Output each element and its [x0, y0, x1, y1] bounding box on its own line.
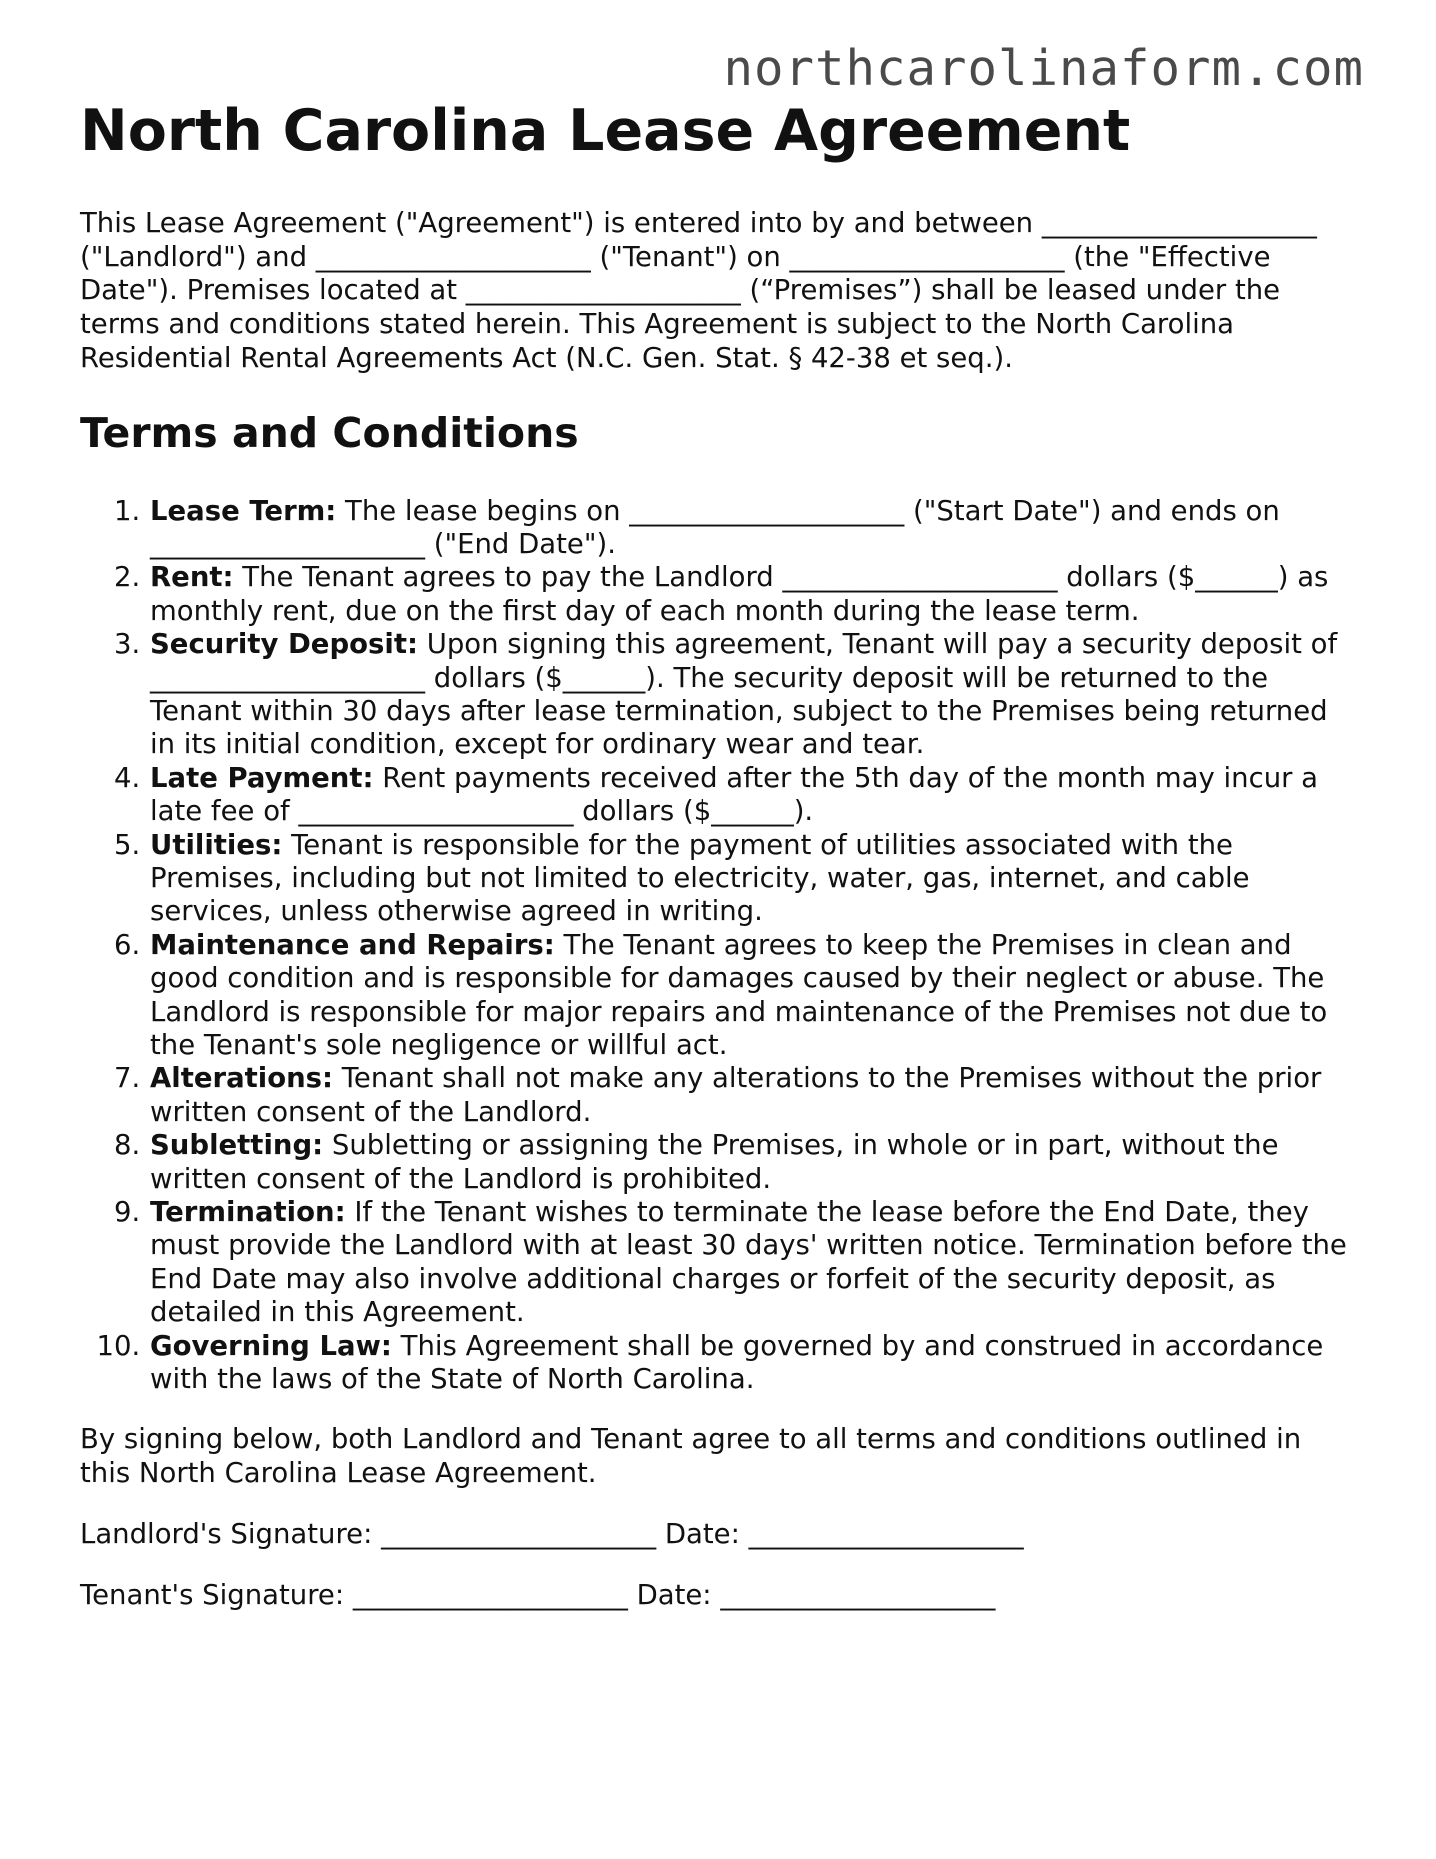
term-alterations: [149, 1062, 1360, 1129]
term-text: Upon signing this agreement, Tenant will pay a security deposit of ____________________ dollars ($______). The security deposit will be returned to the Tenant within 30 days after lease termination, subject to the Premises being returned in its initial condition, except for ordinary wear and tear.: [150, 628, 1338, 761]
term-termination: [149, 1196, 1360, 1330]
term-label: Alterations:: [150, 1062, 334, 1095]
term-text: Tenant is responsible for the payment of utilities associated with the Premises, including but not limited to electricity, water, gas, internet, and cable services, unless otherwise agreed in writing.: [150, 828, 1250, 928]
term-text: Rent payments received after the 5th day of the month may incur a late fee of ____________________ dollars ($______).: [150, 761, 1319, 828]
term-governing-law: [149, 1330, 1360, 1397]
document-title: North Carolina Lease Agreement: [80, 98, 1131, 164]
term-text: If the Tenant wishes to terminate the lease before the End Date, they must provide the Landlord with at least 30 days' written notice. Termination before the End Date may also involve additional charges or forfeit of the security deposit, as detailed in this Agreement.: [150, 1196, 1347, 1329]
landlord-signature-line: Landlord's Signature: ____________________ Date: ____________________: [80, 1517, 1024, 1550]
term-security-deposit: [149, 628, 1360, 762]
term-label: Maintenance and Repairs:: [150, 928, 555, 961]
term-maintenance: [149, 929, 1360, 1063]
tenant-signature-line: Tenant's Signature: ____________________ Date: ____________________: [80, 1579, 996, 1612]
term-utilities: [149, 829, 1360, 929]
term-text: This Agreement shall be governed by and construed in accordance with the laws of the State of North Carolina.: [150, 1329, 1324, 1396]
terms-list: [80, 495, 1360, 1397]
term-label: Lease Term:: [150, 494, 337, 527]
term-label: Termination:: [150, 1196, 346, 1229]
terms-heading: Terms and Conditions: [80, 409, 579, 458]
term-rent: [149, 561, 1360, 628]
site-watermark: northcarolinaform.com: [723, 40, 1364, 97]
term-subletting: [149, 1129, 1360, 1196]
term-text: The lease begins on ____________________ ("Start Date") and ends on ____________________ ("End Date").: [150, 494, 1280, 560]
intro-paragraph: This Lease Agreement ("Agreement") is entered into by and between ____________________ ("Landlord") and ____________________ ("Tenant") on ____________________ (the "Effective Date"). Premises located at ____________________ (“Premises”) shall be leased under the terms and conditions stated herein. This Agreement is subject to the North Carolina Residential Rental Agreements Act (N.C. Gen. Stat. § 42-38 et seq.).: [80, 207, 1317, 374]
term-late-payment: [149, 762, 1360, 829]
term-label: Utilities:: [150, 828, 283, 861]
term-text: The Tenant agrees to pay the Landlord ____________________ dollars ($______) as monthly rent, due on the first day of each month during the lease term.: [150, 561, 1329, 627]
term-label: Subletting:: [150, 1129, 324, 1162]
term-text: The Tenant agrees to keep the Premises in clean and good condition and is responsible for damages caused by their neglect or abuse. The Landlord is responsible for major repairs and maintenance of the Premises not due to the Tenant's sole negligence or willful act.: [150, 928, 1328, 1062]
term-label: Late Payment:: [150, 761, 374, 794]
term-label: Governing Law:: [150, 1329, 392, 1362]
term-text: Tenant shall not make any alterations to the Premises without the prior written consent of the Landlord.: [150, 1062, 1322, 1128]
term-lease-term: [149, 495, 1360, 562]
term-text: Subletting or assigning the Premises, in whole or in part, without the written consent of the Landlord is prohibited.: [150, 1129, 1279, 1195]
closing-paragraph: By signing below, both Landlord and Tenant agree to all terms and conditions outlined in this North Carolina Lease Agreement.: [80, 1423, 1302, 1490]
term-label: Security Deposit:: [150, 628, 418, 661]
lease-document: [80, 96, 1360, 1613]
term-label: Rent:: [150, 561, 234, 594]
